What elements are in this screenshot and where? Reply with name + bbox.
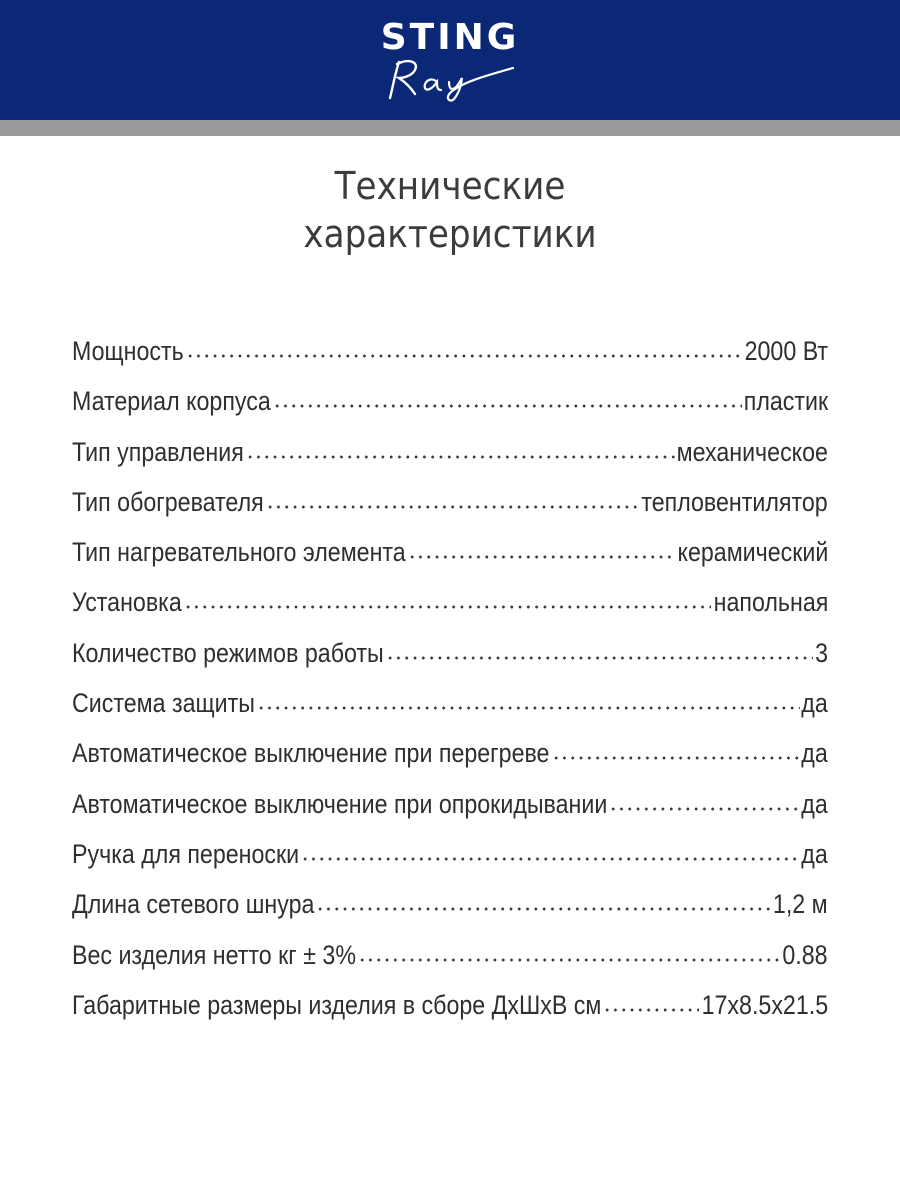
dot-leader	[603, 1008, 699, 1012]
spec-label: Тип обогревателя	[72, 486, 264, 517]
spec-row	[72, 587, 828, 637]
spec-value: 1,2 м	[773, 889, 828, 920]
dot-leader	[301, 857, 799, 861]
brand-script-logo	[385, 56, 525, 102]
spec-value: да	[801, 738, 828, 769]
page-title-line-1: Технические	[334, 164, 566, 208]
dot-leader	[257, 706, 800, 710]
spec-label: Автоматическое выключение при опрокидывании	[72, 788, 608, 819]
dot-leader	[184, 605, 712, 609]
spec-label: Мощность	[72, 336, 184, 366]
spec-label: Установка	[72, 587, 182, 618]
page-title	[45, 162, 855, 258]
spec-label: Количество режимов работы	[72, 637, 384, 668]
spec-value: тепловентилятор	[641, 486, 828, 517]
spec-value: 3	[815, 637, 828, 668]
spec-row	[72, 990, 828, 1040]
spec-row	[72, 688, 828, 738]
dot-leader	[316, 907, 771, 911]
brand-name: STING	[380, 17, 520, 58]
spec-row	[72, 889, 828, 939]
spec-label: Тип управления	[72, 436, 244, 467]
spec-row	[72, 738, 828, 788]
dot-leader	[273, 404, 742, 408]
brand-logo	[0, 0, 900, 120]
dot-leader	[408, 555, 675, 559]
spec-row	[72, 537, 828, 587]
spec-row	[72, 487, 828, 537]
dot-leader	[609, 807, 799, 811]
header-stripe	[0, 120, 900, 136]
spec-label: Тип нагревательного элемента	[72, 537, 406, 568]
spec-label: Система защиты	[72, 688, 255, 719]
spec-value: пластик	[743, 386, 828, 417]
spec-label: Вес изделия нетто кг ± 3%	[72, 939, 356, 970]
spec-row	[72, 437, 828, 487]
spec-value: механическое	[676, 436, 828, 467]
dot-leader	[552, 756, 800, 760]
spec-row	[72, 638, 828, 688]
spec-label: Длина сетевого шнура	[72, 889, 315, 920]
spec-value: 2000 Вт	[744, 336, 828, 366]
dot-leader	[386, 656, 813, 660]
spec-row	[72, 940, 828, 990]
spec-label: Автоматическое выключение при перегреве	[72, 738, 550, 769]
spec-label: Материал корпуса	[72, 386, 271, 417]
spec-label: Габаритные размеры изделия в сборе ДхШхВ см	[72, 989, 602, 1020]
spec-value: 17x8.5x21.5	[701, 989, 828, 1020]
spec-row	[72, 789, 828, 839]
spec-value: 0.88	[782, 939, 828, 970]
dot-leader	[266, 505, 640, 509]
page-title-line-2: характеристики	[303, 212, 597, 256]
spec-label: Ручка для переноски	[72, 838, 300, 869]
spec-row	[72, 336, 828, 386]
dot-leader	[358, 958, 781, 962]
spec-value: да	[801, 688, 828, 719]
spec-value: да	[801, 788, 828, 819]
spec-row	[72, 839, 828, 889]
spec-value: напольная	[713, 587, 828, 618]
spec-row	[72, 386, 828, 436]
dot-leader	[246, 455, 675, 459]
spec-value: да	[801, 838, 828, 869]
spec-list	[72, 336, 828, 1040]
dot-leader	[186, 354, 743, 358]
spec-value: керамический	[677, 537, 828, 568]
